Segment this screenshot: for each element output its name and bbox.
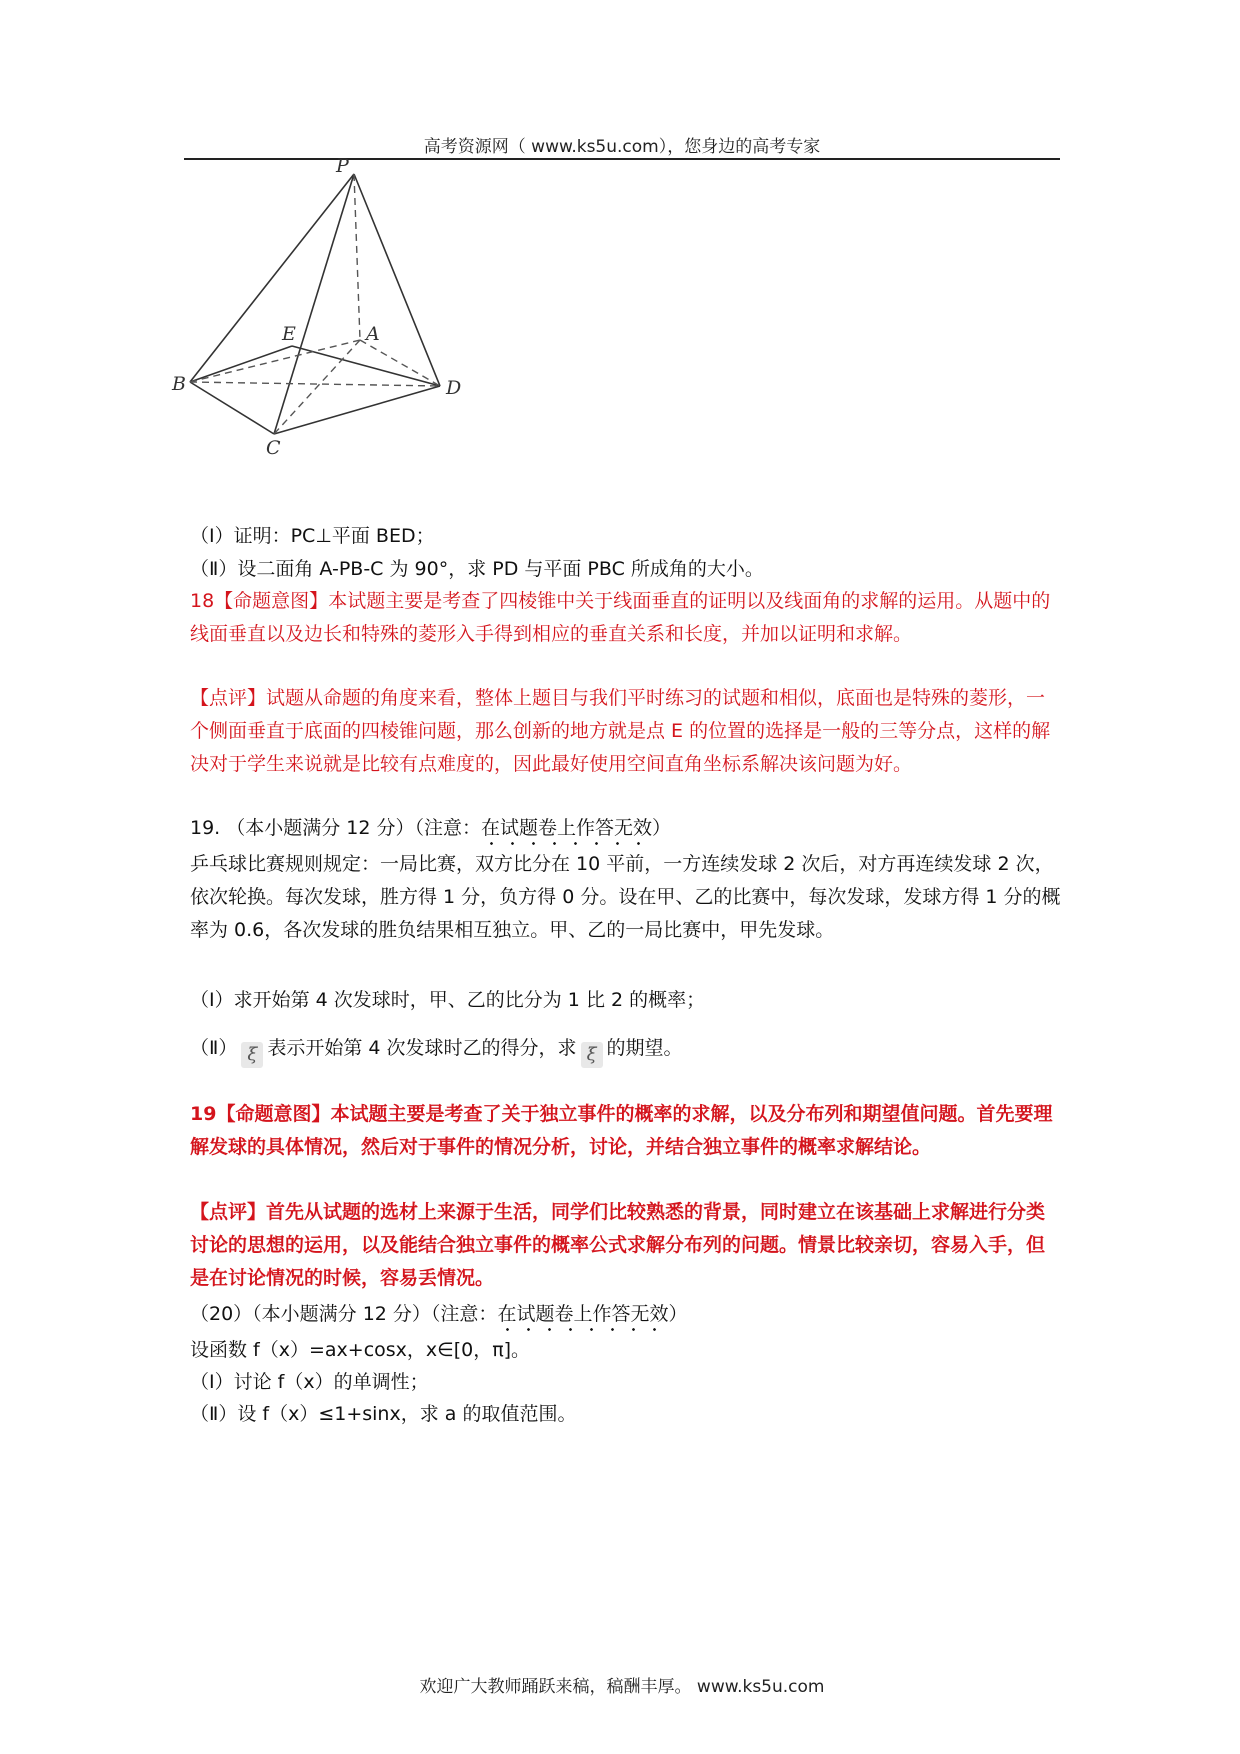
edge-ad	[360, 340, 440, 386]
vertex-label-d: D	[446, 377, 462, 399]
xi-symbol-image-2: ξ	[581, 1042, 603, 1068]
vertex-label-e: E	[282, 323, 296, 345]
edge-cd	[274, 386, 440, 434]
edge-pa	[354, 174, 360, 340]
q19-heading	[190, 816, 671, 840]
pyramid-diagram	[172, 155, 526, 508]
vertex-label-p: P	[336, 155, 349, 177]
q18-comment-prefix: 【点评】	[190, 687, 267, 709]
q19-part2	[190, 1036, 683, 1068]
vertex-label-b: B	[172, 373, 186, 395]
q19-comment	[190, 1196, 1062, 1295]
vertex-label-c: C	[266, 437, 281, 459]
q19-intent-prefix: 19【命题意图】	[190, 1103, 331, 1125]
pyramid-figure	[172, 155, 526, 508]
q20-heading-suffix: ）	[668, 1303, 688, 1325]
q18-intent-text: 本试题主要是考查了四棱锥中关于线面垂直的证明以及线面角的求解的运用。从题中的线面垂直以及边长和特殊的菱形入手得到相应的垂直关系和长度，并加以证明和求解。	[190, 590, 1051, 645]
xi-symbol-image: ξ	[241, 1042, 263, 1068]
edge-pc	[274, 174, 354, 434]
q19-comment-prefix: 【点评】	[190, 1201, 267, 1223]
edge-pb	[190, 174, 354, 382]
header-rule	[184, 158, 1060, 160]
edge-bd	[190, 382, 440, 386]
q19-part2-end: 的期望。	[606, 1037, 683, 1059]
q18-intent	[190, 585, 1062, 651]
page-footer: 欢迎广大教师踊跃来稿，稿酬丰厚。 www.ks5u.com	[419, 1677, 825, 1697]
q19-heading-suffix: ）	[652, 817, 672, 839]
edge-ac	[274, 340, 360, 434]
q18-part2: （Ⅱ）设二面角 A-PB-C 为 90°，求 PD 与平面 PBC 所成角的大小。	[190, 558, 764, 580]
q20-body: 设函数 f（x）=ax+cosx，x∈[0，π]。	[190, 1339, 531, 1361]
edge-ed	[292, 346, 440, 386]
q20-part1: （Ⅰ）讨论 f（x）的单调性；	[190, 1371, 429, 1393]
q19-heading-emphasis: 在试题卷上作答无效	[481, 817, 653, 839]
q18-comment-text: 试题从命题的角度来看，整体上题目与我们平时练习的试题和相似，底面也是特殊的菱形，一个侧面垂直于底面的四棱锥问题，那么创新的地方就是点 E 的位置的选择是一般的三等分点，这样的解决对于学生来说就是比较有点难度的，因此最好使用空间直角坐标系解决该问题为好。	[190, 687, 1051, 775]
edge-bc	[190, 382, 274, 434]
q20-heading-prefix: （20）（本小题满分 12 分）（注意：	[190, 1303, 498, 1325]
edge-be	[190, 346, 292, 382]
q19-intent	[190, 1098, 1062, 1164]
q18-comment	[190, 682, 1062, 781]
q19-comment-text: 首先从试题的选材上来源于生活，同学们比较熟悉的背景，同时建立在该基础上求解进行分类讨论的思想的运用，以及能结合独立事件的概率公式求解分布列的问题。情景比较亲切，容易入手，但是在讨论情况的时候，容易丢情况。	[190, 1201, 1046, 1289]
q19-part1: （Ⅰ）求开始第 4 次发球时，甲、乙的比分为 1 比 2 的概率；	[190, 989, 706, 1011]
q19-body: 乒乓球比赛规则规定：一局比赛，双方比分在 10 平前，一方连续发球 2 次后，对方再连续发球 2 次，依次轮换。每次发球，胜方得 1 分，负方得 0 分。设在甲、乙的比赛中，每次发球，发球方得 1 分的概率为 0.6，各次发球的胜负结果相互独立。甲、乙的一局比赛中，甲先发球。	[190, 853, 1061, 941]
q18-intent-prefix: 18【命题意图】	[190, 590, 329, 612]
edge-ba	[190, 340, 360, 382]
q19-part2-prefix: （Ⅱ）	[190, 1037, 238, 1059]
q20-heading-emphasis: 在试题卷上作答无效	[497, 1303, 669, 1325]
q20-heading	[190, 1302, 687, 1326]
q19-intent-text: 本试题主要是考查了关于独立事件的概率的求解，以及分布列和期望值问题。首先要理解发球的具体情况，然后对于事件的情况分析，讨论，并结合独立事件的概率求解结论。	[190, 1103, 1053, 1158]
edge-pd	[354, 174, 440, 386]
q19-part2-middle: 表示开始第 4 次发球时乙的得分，求	[267, 1037, 577, 1059]
q20-part2: （Ⅱ）设 f（x）≤1+sinx，求 a 的取值范围。	[190, 1403, 577, 1425]
vertex-label-a: A	[366, 323, 380, 345]
page-header: 高考资源网（ www.ks5u.com），您身边的高考专家	[423, 137, 821, 157]
q19-heading-prefix: 19. （本小题满分 12 分）（注意：	[190, 817, 482, 839]
q18-part1: （Ⅰ）证明：PC⊥平面 BED；	[190, 525, 435, 547]
